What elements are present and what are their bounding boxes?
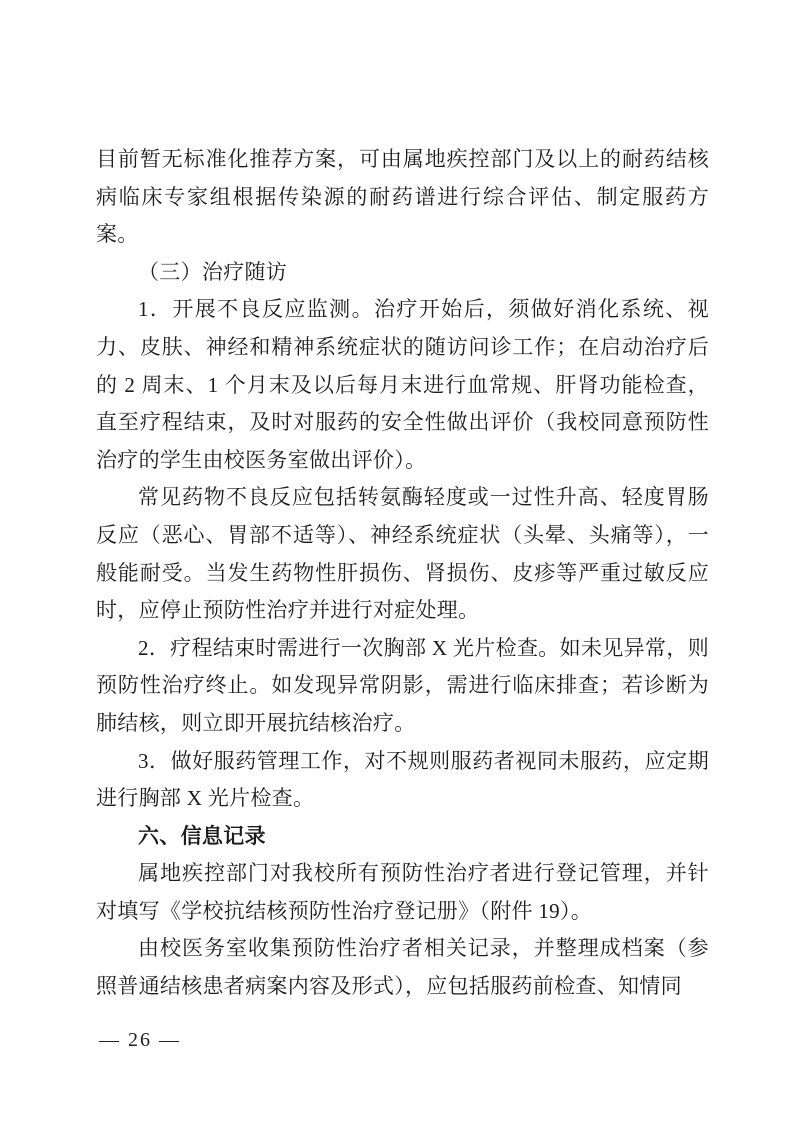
numbered-item-1: 1．开展不良反应监测。治疗开始后，须做好消化系统、视力、皮肤、神经和精神系统症状的随访问诊工作；在启动治疗后的 2 周末、1 个月末及以后每月末进行血常规、肝肾功能检查，直至疗程结束，及时对服药的安全性做出评价（我校同意预防性治疗的学生由校医务室做出评价）。	[96, 297, 709, 472]
numbered-item-3: 3．做好服药管理工作，对不规则服药者视同未服药，应定期进行胸部 X 光片检查。	[96, 748, 709, 811]
subsection-heading-treatment-followup: （三）治疗随访	[138, 259, 288, 284]
paragraph-continuation: 目前暂无标准化推荐方案，可由属地疾控部门及以上的耐药结核病临床专家组根据传染源的耐药谱进行综合评估、制定服药方案。	[96, 147, 709, 247]
paragraph-adverse-reactions: 常见药物不良反应包括转氨酶轻度或一过性升高、轻度胃肠反应（恶心、胃部不适等）、神经系统症状（头晕、头痛等），一般能耐受。当发生药物性肝损伤、肾损伤、皮疹等严重过敏反应时，应停止预防性治疗并进行对症处理。	[96, 485, 709, 623]
numbered-item-2: 2．疗程结束时需进行一次胸部 X 光片检查。如未见异常，则预防性治疗终止。如发现异常阴影，需进行临床排查；若诊断为肺结核，则立即开展抗结核治疗。	[96, 635, 709, 735]
paragraph-registration: 属地疾控部门对我校所有预防性治疗者进行登记管理，并针对填写《学校抗结核预防性治疗登记册》（附件 19）。	[96, 861, 709, 923]
page-number: — 26 —	[99, 1029, 181, 1051]
document-body	[96, 141, 709, 1006]
section-heading-information-records: 六、信息记录	[138, 824, 266, 848]
paragraph-records-collection: 由校医务室收集预防性治疗者相关记录，并整理成档案（参照普通结核患者病案内容及形式），应包括服药前检查、知情同	[96, 936, 709, 999]
